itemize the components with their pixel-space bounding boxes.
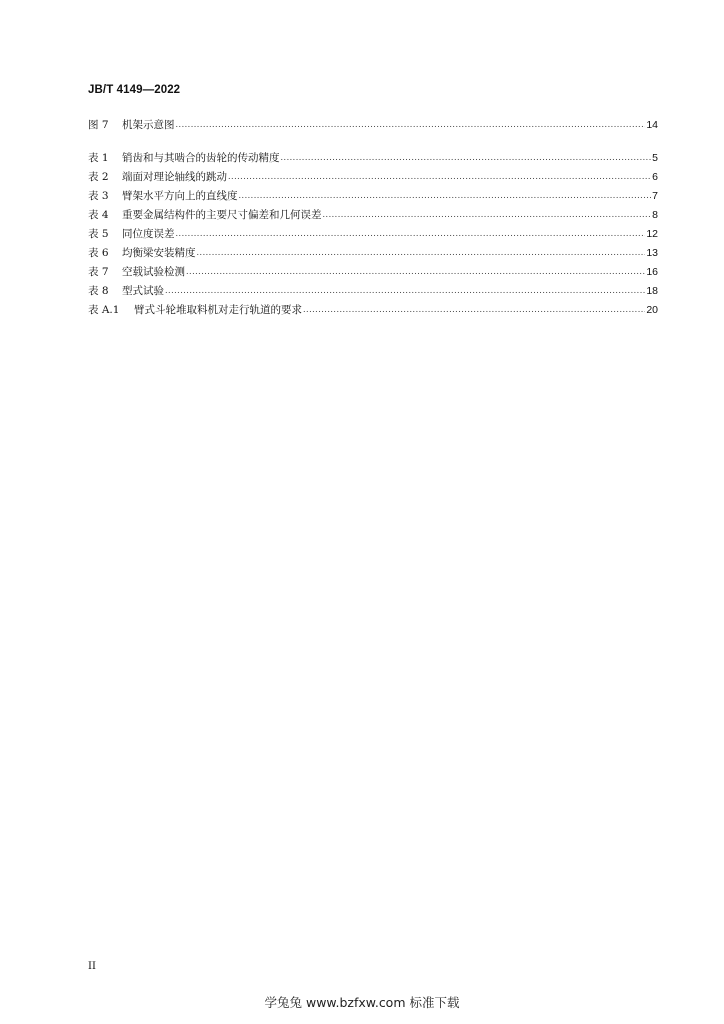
toc-entry-title: 机架示意图 — [122, 119, 175, 131]
page-number: II — [88, 961, 96, 972]
toc-leader-dots — [281, 148, 652, 167]
toc-leader-dots — [197, 243, 646, 262]
toc-entry-page: 6 — [652, 171, 658, 183]
toc-entry[interactable] — [88, 206, 658, 225]
toc-entry-label: 表 6 — [88, 247, 109, 259]
toc-leader-dots — [176, 224, 646, 243]
toc-entry-title: 均衡梁安装精度 — [122, 247, 196, 259]
toc-section-gap — [88, 135, 658, 149]
toc-entry-page: 7 — [652, 190, 658, 202]
toc-leader-dots — [303, 300, 645, 319]
toc-entry-label: 表 4 — [88, 209, 109, 221]
toc-entry-page: 18 — [646, 285, 658, 297]
toc-entry-label: 表 8 — [88, 285, 109, 297]
toc-leader-dots — [176, 115, 646, 134]
toc-leader-dots — [323, 205, 652, 224]
toc-entry-page: 5 — [652, 152, 658, 164]
toc-entry-title: 端面对理论轴线的跳动 — [122, 171, 227, 183]
toc-entry-label: 表 2 — [88, 171, 109, 183]
standard-number-header: JB/T 4149—2022 — [88, 84, 181, 96]
toc-entry-label: 表 3 — [88, 190, 109, 202]
toc-entry[interactable] — [88, 116, 658, 135]
toc-entry-title: 臂式斗轮堆取料机对走行轨道的要求 — [134, 304, 302, 316]
toc-entry-title: 同位度误差 — [122, 228, 175, 240]
toc-entry[interactable] — [88, 282, 658, 301]
toc-entry[interactable] — [88, 263, 658, 282]
toc-entry-page: 16 — [646, 266, 658, 278]
toc-entry[interactable] — [88, 187, 658, 206]
toc-entry-page: 13 — [646, 247, 658, 259]
toc-leader-dots — [165, 281, 645, 300]
toc-entry-title: 臂架水平方向上的直线度 — [122, 190, 238, 202]
toc-entry[interactable] — [88, 225, 658, 244]
toc-entry-title: 型式试验 — [122, 285, 164, 297]
toc-leader-dots — [228, 167, 651, 186]
toc-entry-title: 空载试验检测 — [122, 266, 185, 278]
toc-entry-label: 表 A.1 — [88, 304, 120, 316]
toc-entry[interactable] — [88, 244, 658, 263]
toc-entry[interactable] — [88, 149, 658, 168]
toc-entry-label: 表 5 — [88, 228, 109, 240]
toc-entry-page: 20 — [646, 304, 658, 316]
toc-entry[interactable] — [88, 301, 658, 320]
toc-figures-list — [88, 116, 658, 135]
toc-tables-list — [88, 149, 658, 320]
toc-entry-label: 表 7 — [88, 266, 109, 278]
table-of-contents — [88, 116, 658, 320]
toc-entry-page: 12 — [646, 228, 658, 240]
toc-entry-label: 图 7 — [88, 119, 109, 131]
toc-entry[interactable] — [88, 168, 658, 187]
toc-entry-page: 14 — [646, 119, 658, 131]
toc-leader-dots — [186, 262, 645, 281]
toc-entry-label: 表 1 — [88, 152, 109, 164]
footer-watermark: 学兔兔 www.bzfxw.com 标准下载 — [264, 995, 460, 1010]
toc-entry-title: 重要金属结构件的主要尺寸偏差和几何误差 — [122, 209, 322, 221]
toc-entry-title: 销齿和与其啮合的齿轮的传动精度 — [122, 152, 280, 164]
toc-leader-dots — [239, 186, 652, 205]
toc-entry-page: 8 — [652, 209, 658, 221]
